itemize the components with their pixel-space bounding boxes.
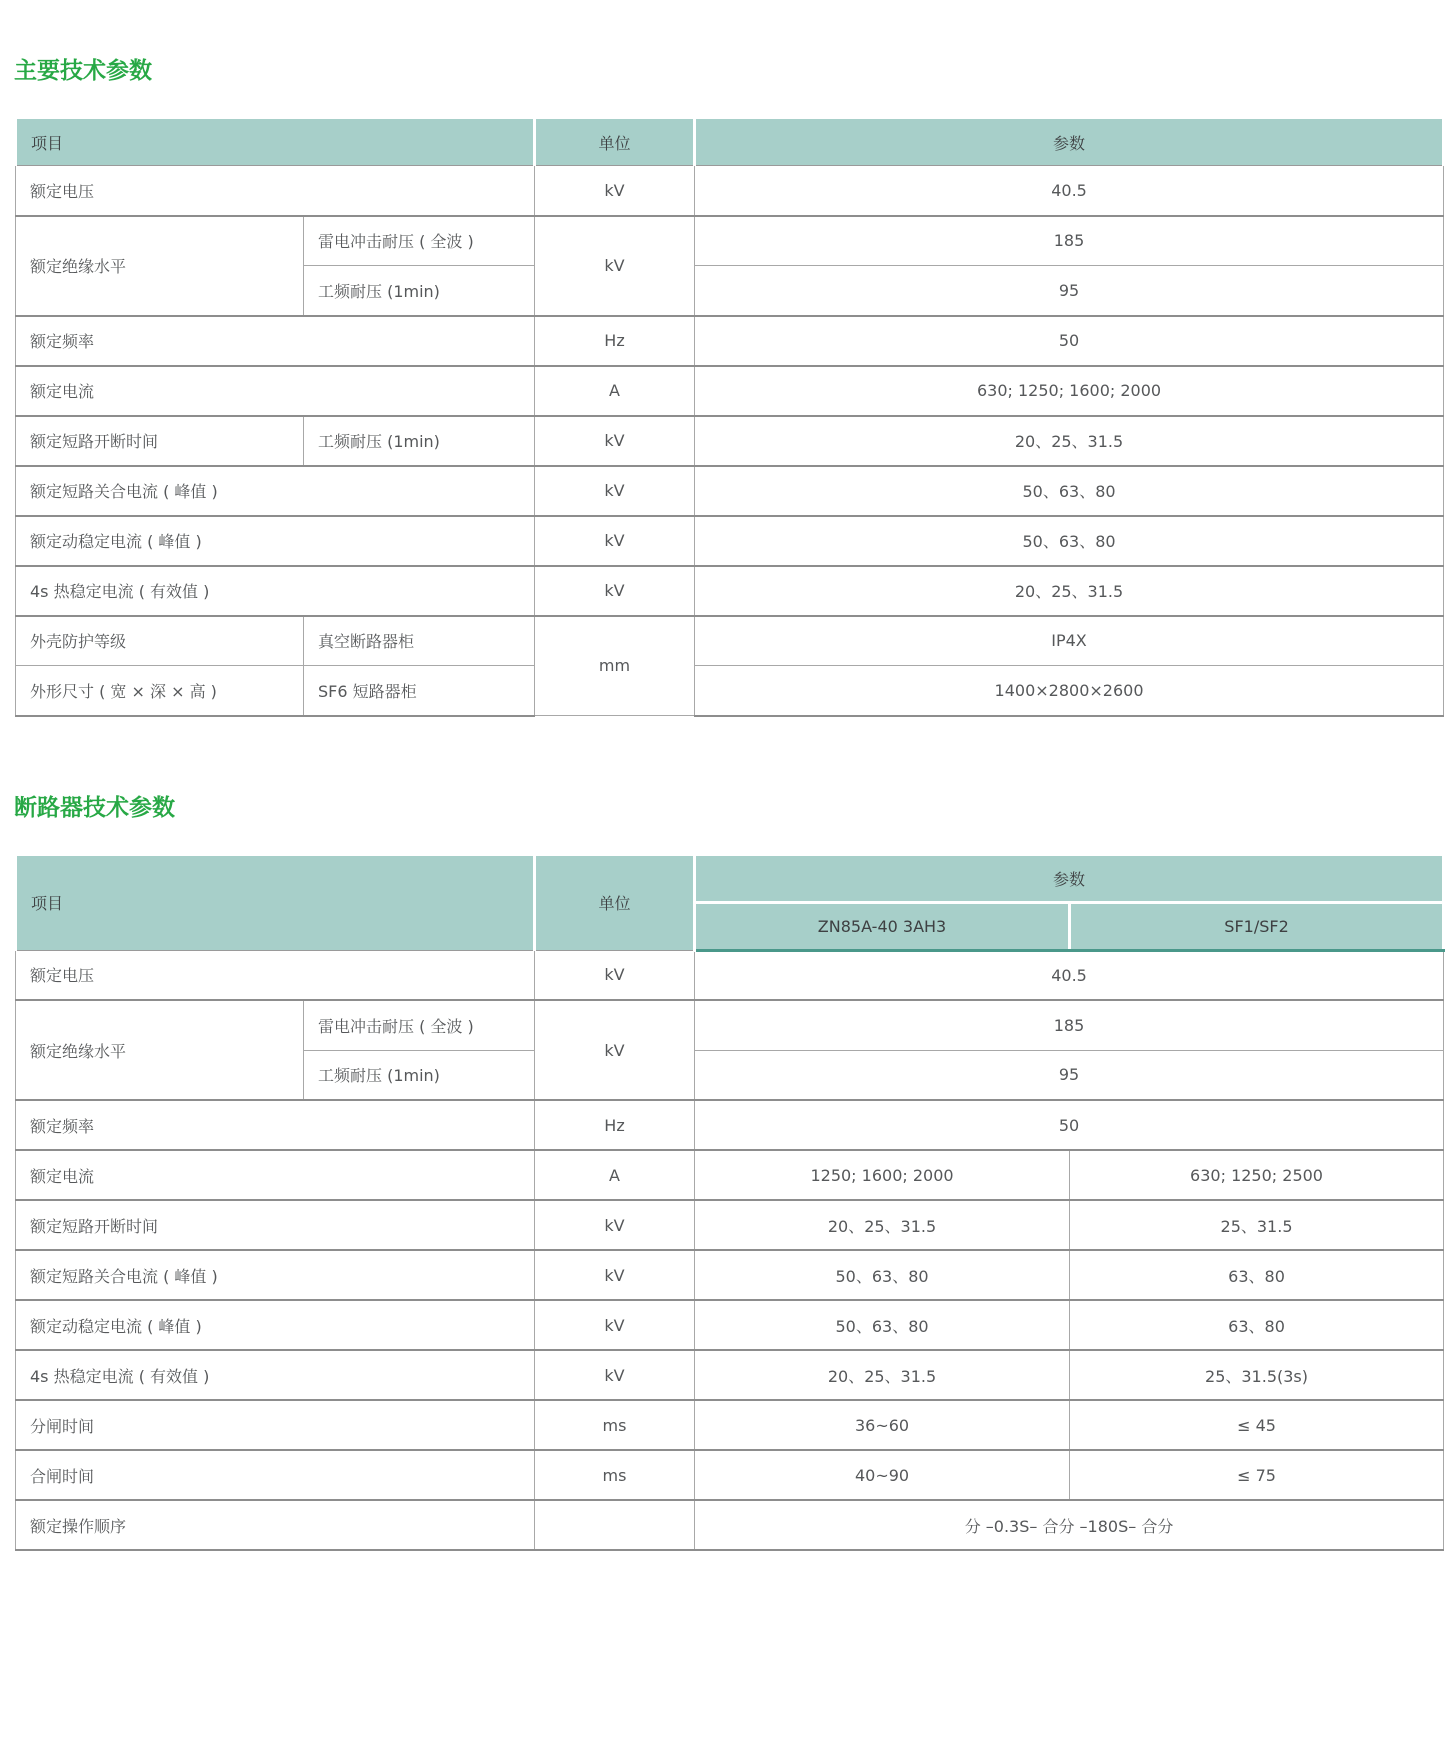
row-label: 外形尺寸 ( 宽 × 深 × 高 ) (16, 666, 304, 716)
row-label: 分闸时间 (16, 1400, 535, 1450)
row-unit: kV (535, 566, 695, 616)
row-label: 额定电流 (16, 1150, 535, 1200)
row-label: 额定短路关合电流 ( 峰值 ) (16, 1250, 535, 1300)
row-value-sf1-sf2: 63、80 (1070, 1250, 1444, 1300)
row-unit: mm (535, 616, 695, 716)
row-label: 额定短路关合电流 ( 峰值 ) (16, 466, 535, 516)
row-label: 额定操作顺序 (16, 1500, 535, 1550)
row-opening-time (16, 1400, 1444, 1450)
row-unit: kV (535, 516, 695, 566)
row-insulation-level-impulse (16, 216, 1444, 266)
row-sub-label: 工频耐压 (1min) (304, 266, 535, 316)
row-label: 额定动稳定电流 ( 峰值 ) (16, 516, 535, 566)
row-unit: Hz (535, 316, 695, 366)
section-title-main-parameters: 主要技术参数 (14, 58, 152, 84)
row-value: 50 (695, 316, 1444, 366)
row-rated-current (16, 1150, 1444, 1200)
row-value-sf1-sf2: ≤ 75 (1070, 1450, 1444, 1500)
row-value: 630; 1250; 1600; 2000 (695, 366, 1444, 416)
row-rated-voltage (16, 950, 1444, 1000)
row-unit: kV (535, 1300, 695, 1350)
row-value-zn85a: 50、63、80 (695, 1250, 1070, 1300)
row-unit: kV (535, 1000, 695, 1100)
row-label: 合闸时间 (16, 1450, 535, 1500)
column-header-unit: 单位 (535, 118, 695, 166)
column-header-param: 参数 (695, 854, 1444, 902)
row-value: 20、25、31.5 (695, 416, 1444, 466)
row-unit: kV (535, 1250, 695, 1300)
row-value: 50、63、80 (695, 516, 1444, 566)
row-group-label: 额定绝缘水平 (16, 216, 304, 316)
row-unit: Hz (535, 1100, 695, 1150)
row-unit: ms (535, 1400, 695, 1450)
row-dynamic-stable-current (16, 1300, 1444, 1350)
column-header-param: 参数 (695, 118, 1444, 166)
row-unit: kV (535, 416, 695, 466)
row-unit: kV (535, 1350, 695, 1400)
row-sub-label: 真空断路器柜 (304, 616, 535, 666)
row-value: 分 –0.3S– 合分 –180S– 合分 (695, 1500, 1444, 1550)
row-thermal-stable-current (16, 1350, 1444, 1400)
row-unit: ms (535, 1450, 695, 1500)
row-insulation-level-impulse (16, 1000, 1444, 1050)
row-enclosure-protection (16, 616, 1444, 666)
row-value-zn85a: 36~60 (695, 1400, 1070, 1450)
row-value: IP4X (695, 616, 1444, 666)
row-label: 4s 热稳定电流 ( 有效值 ) (16, 1350, 535, 1400)
row-unit: kV (535, 466, 695, 516)
row-sub-label: SF6 短路器柜 (304, 666, 535, 716)
row-thermal-stable-current (16, 566, 1444, 616)
row-label: 额定动稳定电流 ( 峰值 ) (16, 1300, 535, 1350)
row-rated-operating-sequence (16, 1500, 1444, 1550)
column-header-model-zn85a: ZN85A-40 3AH3 (695, 902, 1070, 950)
row-unit (535, 1500, 695, 1550)
row-value-zn85a: 20、25、31.5 (695, 1350, 1070, 1400)
row-short-circuit-breaking (16, 1200, 1444, 1250)
row-label: 额定短路开断时间 (16, 1200, 535, 1250)
row-value: 1400×2800×2600 (695, 666, 1444, 716)
row-value: 95 (695, 266, 1444, 316)
row-value-sf1-sf2: 25、31.5(3s) (1070, 1350, 1444, 1400)
column-header-item: 项目 (16, 854, 535, 950)
column-header-model-sf1-sf2: SF1/SF2 (1070, 902, 1444, 950)
row-unit: kV (535, 1200, 695, 1250)
breaker-parameters-table (14, 853, 1445, 1552)
row-label: 额定频率 (16, 316, 535, 366)
row-value: 40.5 (695, 950, 1444, 1000)
row-value-sf1-sf2: 63、80 (1070, 1300, 1444, 1350)
row-unit: A (535, 366, 695, 416)
row-label: 额定短路开断时间 (16, 416, 304, 466)
row-label: 额定电压 (16, 166, 535, 216)
main-parameters-table (14, 116, 1445, 717)
row-label: 4s 热稳定电流 ( 有效值 ) (16, 566, 535, 616)
row-value-sf1-sf2: 25、31.5 (1070, 1200, 1444, 1250)
row-label: 外壳防护等级 (16, 616, 304, 666)
row-value: 40.5 (695, 166, 1444, 216)
row-value: 95 (695, 1050, 1444, 1100)
row-value: 50 (695, 1100, 1444, 1150)
row-short-circuit-breaking (16, 416, 1444, 466)
row-label: 额定频率 (16, 1100, 535, 1150)
column-header-unit: 单位 (535, 854, 695, 950)
row-group-label: 额定绝缘水平 (16, 1000, 304, 1100)
row-label: 额定电压 (16, 950, 535, 1000)
row-value-zn85a: 1250; 1600; 2000 (695, 1150, 1070, 1200)
row-unit: kV (535, 166, 695, 216)
row-value: 185 (695, 1000, 1444, 1050)
row-value-zn85a: 40~90 (695, 1450, 1070, 1500)
row-value-zn85a: 20、25、31.5 (695, 1200, 1070, 1250)
row-value: 20、25、31.5 (695, 566, 1444, 616)
table-header-row (16, 854, 1444, 902)
row-value-sf1-sf2: 630; 1250; 2500 (1070, 1150, 1444, 1200)
row-closing-time (16, 1450, 1444, 1500)
row-sub-label: 工频耐压 (1min) (304, 416, 535, 466)
row-value: 185 (695, 216, 1444, 266)
row-unit: kV (535, 216, 695, 316)
row-sub-label: 雷电冲击耐压 ( 全波 ) (304, 216, 535, 266)
row-value-zn85a: 50、63、80 (695, 1300, 1070, 1350)
row-dynamic-stable-current (16, 516, 1444, 566)
row-short-circuit-making (16, 1250, 1444, 1300)
row-rated-frequency (16, 1100, 1444, 1150)
row-sub-label: 雷电冲击耐压 ( 全波 ) (304, 1000, 535, 1050)
section-title-breaker-parameters: 断路器技术参数 (14, 794, 175, 821)
row-label: 额定电流 (16, 366, 535, 416)
row-value-sf1-sf2: ≤ 45 (1070, 1400, 1444, 1450)
row-short-circuit-making (16, 466, 1444, 516)
row-unit: A (535, 1150, 695, 1200)
row-value: 50、63、80 (695, 466, 1444, 516)
row-overall-dimensions (16, 666, 1444, 716)
table-header-row (16, 118, 1444, 166)
row-rated-voltage (16, 166, 1444, 216)
row-sub-label: 工频耐压 (1min) (304, 1050, 535, 1100)
row-unit: kV (535, 950, 695, 1000)
row-rated-frequency (16, 316, 1444, 366)
row-rated-current (16, 366, 1444, 416)
column-header-item: 项目 (16, 118, 535, 166)
